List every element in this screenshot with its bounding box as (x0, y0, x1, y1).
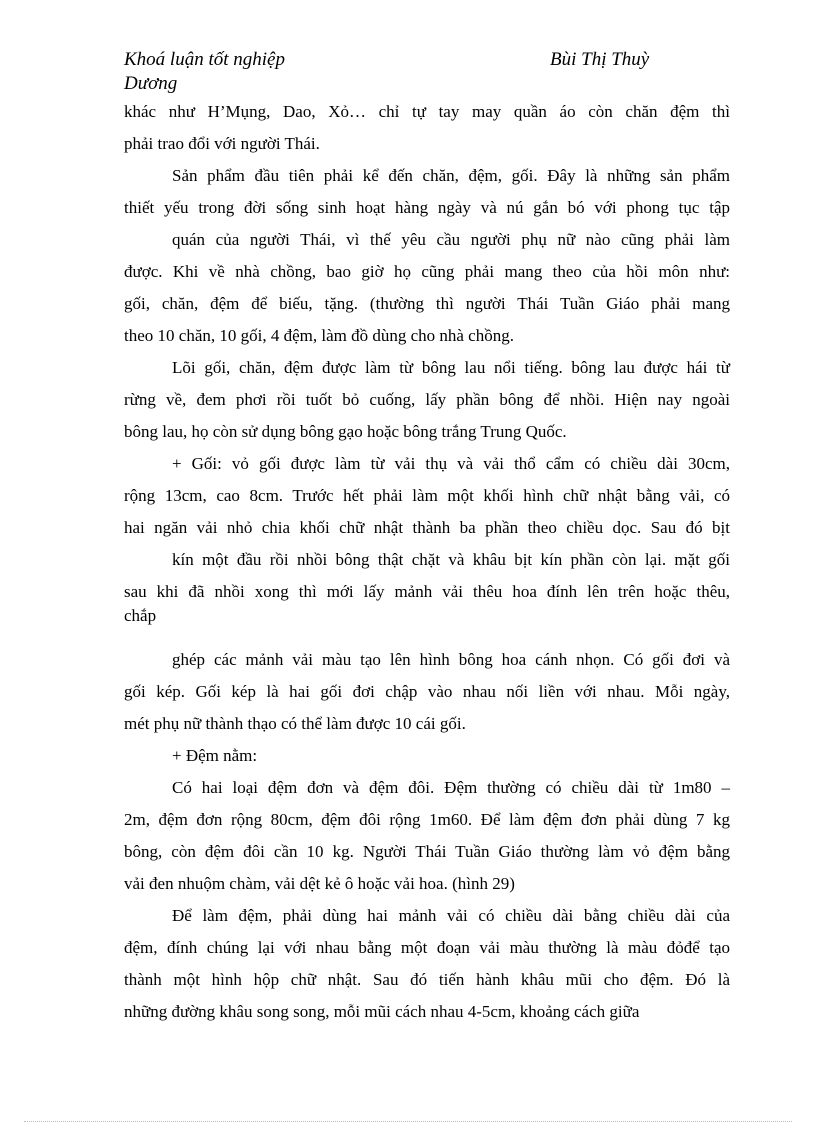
text-line: được. Khi về nhà chồng, bao giờ họ cũng phải mang theo của hồi môn như: (124, 262, 730, 281)
text-line: sau khi đã nhồi xong thì mới lấy mảnh vải thêu hoa đính lên trên hoặc thêu, (124, 582, 730, 601)
text-line: theo 10 chăn, 10 gối, 4 đệm, làm đồ dùng cho nhà chồng. (124, 326, 514, 345)
header-author-continued: Dương (124, 73, 178, 94)
text-line: chắp (124, 606, 157, 625)
page-header (124, 48, 744, 98)
text-line: Sản phẩm đầu tiên phải kể đến chăn, đệm, gối. Đây là những sản phẩm (172, 166, 730, 185)
text-line: gối kép. Gối kép là hai gối đơi chập vào nhau nối liền với nhau. Mỗi ngày, (124, 682, 730, 701)
text-line: rừng về, đem phơi rồi tuốt bỏ cuống, lấy phần bông để nhồi. Hiện nay ngoài (124, 390, 730, 409)
text-line: gối, chăn, đệm để biếu, tặng. (thường thì người Thái Tuần Giáo phải mang (124, 294, 730, 313)
text-line: ghép các mảnh vải màu tạo lên hình bông hoa cánh nhọn. Có gối đơi và (172, 650, 730, 669)
text-line: kín một đầu rồi nhồi bông thật chặt và khâu bịt kín phần còn lại. mặt gối (172, 550, 730, 569)
text-line: Để làm đệm, phải dùng hai mảnh vải có chiều dài bằng chiều dài của (172, 906, 730, 925)
text-line: rộng 13cm, cao 8cm. Trước hết phải làm một khối hình chữ nhật bằng vải, có (124, 486, 730, 505)
text-line: bông lau, họ còn sử dụng bông gạo hoặc bông trắng Trung Quốc. (124, 422, 567, 441)
text-line: đệm, đính chúng lại với nhau bằng một đoạn vải màu thường là màu đỏđể tạo (124, 938, 730, 957)
text-line: thành một hình hộp chữ nhật. Sau đó tiến hành khâu mũi cho đệm. Đó là (124, 970, 730, 989)
header-title: Khoá luận tốt nghiệp (124, 49, 285, 70)
text-line: bông, còn đệm đôi cần 10 kg. Người Thái Tuần Giáo thường làm vỏ đệm bằng (124, 842, 730, 861)
text-line: khác như H’Mụng, Dao, Xỏ… chỉ tự tay may quần áo còn chăn đệm thì (124, 102, 730, 121)
text-line: phải trao đổi với người Thái. (124, 134, 320, 153)
text-line: thiết yếu trong đời sống sinh hoạt hàng ngày và nú gắn bó với phong tục tập (124, 198, 730, 217)
text-line: 2m, đệm đơn rộng 80cm, đệm đôi rộng 1m60. Để làm đệm đơn phải dùng 7 kg (124, 810, 730, 829)
text-line: + Đệm nằm: (172, 746, 258, 765)
text-line: vải đen nhuộm chàm, vải dệt kẻ ô hoặc vải hoa. (hình 29) (124, 874, 515, 893)
text-line: Có hai loại đệm đơn và đệm đôi. Đệm thường có chiều dài từ 1m80 – (172, 778, 730, 797)
text-line: mét phụ nữ thành thạo có thể làm được 10 cái gối. (124, 714, 466, 733)
text-line: Lõi gối, chăn, đệm được làm từ bông lau nổi tiếng. bông lau được hái từ (172, 358, 730, 377)
text-line: + Gối: vỏ gối được làm từ vải thụ và vải thổ cẩm có chiều dài 30cm, (172, 454, 730, 473)
text-line: hai ngăn vải nhỏ chia khối chữ nhật thành ba phần theo chiều dọc. Sau đó bịt (124, 518, 730, 537)
page-bottom-rule (24, 1121, 792, 1122)
text-line: những đường khâu song song, mỗi mũi cách nhau 4-5cm, khoảng cách giữa (124, 1002, 640, 1021)
text-line: quán của người Thái, vì thế yêu cầu người phụ nữ nào cũng phải làm (172, 230, 730, 249)
header-author: Bùi Thị Thuỳ (550, 49, 650, 70)
